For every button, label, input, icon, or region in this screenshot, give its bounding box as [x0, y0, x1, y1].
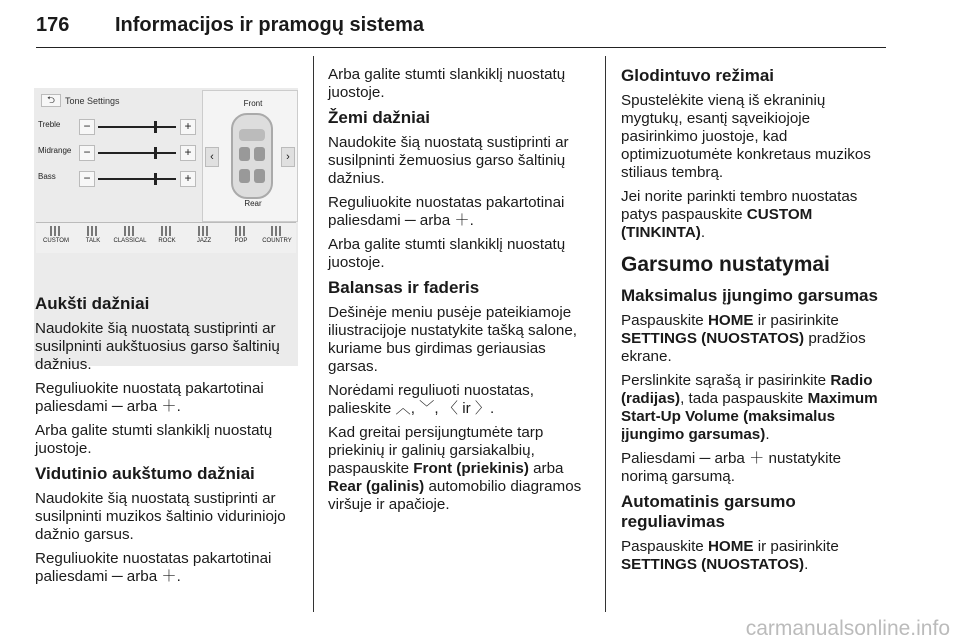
slider-knob: [154, 173, 157, 185]
column-divider: [313, 56, 314, 612]
preset-pop: POP: [223, 223, 259, 253]
windshield: [239, 129, 265, 141]
equalizer-icon: [271, 226, 283, 236]
paragraph: Paspauskite HOME ir pasirinkite SETTINGS (NUOSTATOS) pradžios ekrane.: [621, 312, 866, 365]
midrange-label: Midrange: [38, 146, 72, 155]
page-header: [36, 6, 886, 48]
rear-label: Rear: [244, 199, 262, 208]
slider-knob: [154, 121, 157, 133]
paragraph: Spustelėkite vieną iš ekraninių mygtukų, esantį sąveikiojoje pasirinkimo juostoje, kad optimizuotumėte konkretaus muzikos stiliaus tembrą.: [621, 92, 871, 181]
slider-knob: [154, 147, 157, 159]
back-icon: ⮌: [41, 94, 61, 107]
paragraph: Reguliuokite nuostatas pakartotinai paliesdami ─ arba ＋.: [328, 194, 565, 229]
paragraph: Dešinėje meniu pusėje pateikiamoje iliustracijoje nustatykite tašką salone, kuriame bus girdimas geriausias garsas.: [328, 304, 578, 375]
chevron-right-icon: ›: [281, 147, 295, 167]
slider-track: [98, 178, 176, 180]
heading-equalizer: Glodintuvo režimai: [621, 66, 775, 85]
equalizer-icon: [87, 226, 99, 236]
plus-icon: +: [180, 119, 196, 135]
paragraph: Naudokite šią nuostatą sustiprinti ar susilpninti žemuosius garso šaltinių dažnius.: [328, 134, 569, 187]
paragraph: Norėdami reguliuoti nuostatas, palieskite ︿, ﹀, 〈 ir 〉.: [328, 382, 534, 417]
column-divider: [605, 56, 606, 612]
heading-auto-volume: Automatinis garsumo reguliavimas: [621, 492, 796, 531]
minus-icon: −: [79, 119, 95, 135]
preset-talk: TALK: [75, 223, 111, 253]
heading-treble: Aukšti dažniai: [35, 294, 150, 313]
heading-bass: Žemi dažniai: [328, 108, 431, 127]
plus-icon: +: [180, 145, 196, 161]
seat-icon: [254, 169, 265, 183]
paragraph: Arba galite stumti slankiklį nuostatų juostoje.: [35, 422, 273, 457]
heading-midrange: Vidutinio aukštumo dažniai: [35, 464, 255, 483]
plus-icon: +: [180, 171, 196, 187]
paragraph: Paliesdami ─ arba ＋ nustatykite norimą garsumą.: [621, 450, 842, 485]
seat-icon: [239, 169, 250, 183]
equalizer-icon: [50, 226, 62, 236]
equalizer-icon: [124, 226, 136, 236]
page-title: Informacijos ir pramogų sistema: [115, 14, 424, 36]
minus-icon: −: [79, 171, 95, 187]
figure-title: Tone Settings: [65, 96, 120, 106]
equalizer-icon: [161, 226, 173, 236]
paragraph: Arba galite stumti slankiklį nuostatų juostoje.: [328, 66, 566, 101]
preset-jazz: JAZZ: [186, 223, 222, 253]
paragraph: Perslinkite sąrašą ir pasirinkite Radio (radijas), tada paspauskite Maximum Start-Up Volume (maksimalus įjungimo garsumas).: [621, 372, 878, 443]
preset-classical: CLASSICAL: [112, 223, 148, 253]
slider-track: [98, 126, 176, 128]
treble-slider-row: [38, 120, 198, 134]
heading-balance: Balansas ir faderis: [328, 278, 480, 297]
front-label: Front: [243, 99, 263, 108]
heading-volume-settings: Garsumo nustatymai: [621, 253, 830, 276]
chevron-left-icon: ‹: [205, 147, 219, 167]
car-diagram: [231, 113, 273, 199]
paragraph: Kad greitai persijungtumėte tarp priekinių ir galinių garsiakalbių, paspauskite Front (priekinis) arba Rear (galinis) automobilio diagramos viršuje ir apačioje.: [328, 424, 582, 513]
bass-slider-row: [38, 172, 198, 186]
paragraph: Naudokite šią nuostatą sustiprinti ar susilpninti aukštuosius garso šaltinių dažnius.: [35, 320, 280, 373]
preset-rock: ROCK: [149, 223, 185, 253]
tone-settings-figure: [34, 88, 298, 258]
watermark: carmanualsonline.info: [745, 617, 950, 640]
column-1: [35, 294, 301, 592]
seat-icon: [254, 147, 265, 161]
paragraph: Reguliuokite nuostatą pakartotinai paliesdami ─ arba ＋.: [35, 380, 264, 415]
paragraph: Jei norite parinkti tembro nuostatas patys paspauskite CUSTOM (TINKINTA).: [621, 188, 858, 241]
eq-preset-bar: [36, 222, 296, 253]
balance-fader-panel: [202, 90, 298, 222]
paragraph: Reguliuokite nuostatas pakartotinai paliesdami ─ arba ＋.: [35, 550, 272, 585]
equalizer-icon: [198, 226, 210, 236]
slider-track: [98, 152, 176, 154]
equalizer-icon: [235, 226, 247, 236]
preset-custom: CUSTOM: [38, 223, 74, 253]
column-2: [328, 66, 596, 520]
midrange-slider-row: [38, 146, 198, 160]
preset-country: COUNTRY: [259, 223, 295, 253]
heading-max-startup-volume: Maksimalus įjungimo garsumas: [621, 286, 878, 305]
minus-icon: −: [79, 145, 95, 161]
paragraph: Naudokite šią nuostatą sustiprinti ar susilpninti muzikos šaltinio viduriniojo dažnio garsus.: [35, 490, 286, 543]
paragraph: Arba galite stumti slankiklį nuostatų juostoje.: [328, 236, 566, 271]
seat-icon: [239, 147, 250, 161]
header-rule: [36, 47, 886, 48]
page-number: 176: [36, 14, 70, 36]
paragraph: Paspauskite HOME ir pasirinkite SETTINGS (NUOSTATOS).: [621, 538, 839, 573]
column-3: [621, 66, 891, 580]
treble-label: Treble: [38, 120, 61, 129]
bass-label: Bass: [38, 172, 56, 181]
